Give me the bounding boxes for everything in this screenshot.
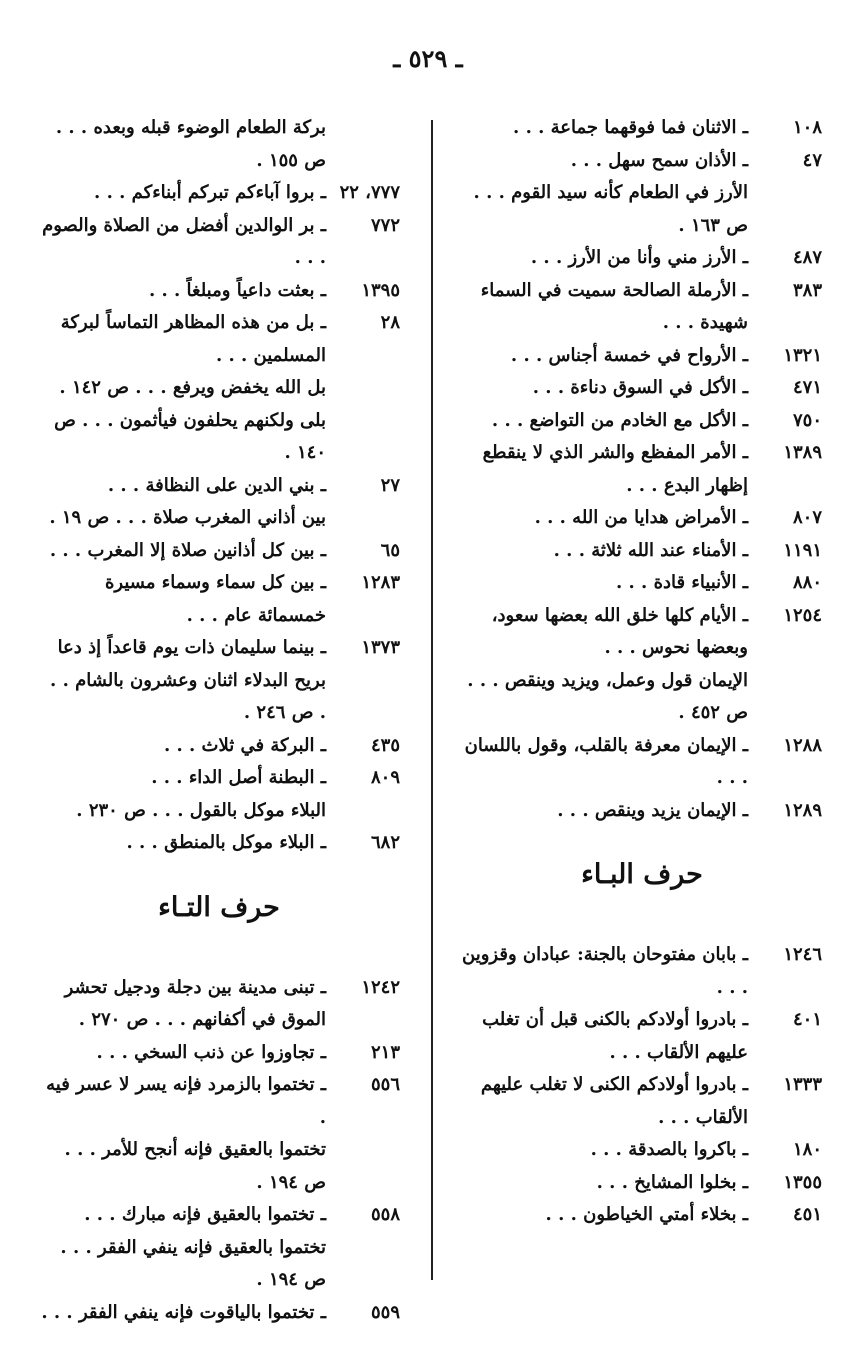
- page-number: ـ ٥٢٩ ـ: [393, 44, 463, 73]
- index-entry: [38, 372, 400, 405]
- index-entry: [462, 1199, 822, 1232]
- index-entry: [38, 567, 400, 632]
- entry-text: ـ بخلاء أمتي الخياطون . . .: [545, 1204, 748, 1225]
- entry-text: ـ بخلوا المشايخ . . .: [596, 1171, 748, 1193]
- entry-number: ٦٥: [380, 539, 400, 561]
- entry-text: ـ بين كل أذانين صلاة إلا المغرب . . .: [49, 539, 326, 561]
- index-entry: [38, 210, 400, 275]
- index-entry: [462, 535, 822, 568]
- index-entry: [462, 1167, 822, 1200]
- entry-text: ـ بادروا أولادكم بالكنى قبل أن تغلب عليهم الألقاب . . .: [482, 1009, 748, 1063]
- entry-text: ـ الإيمان يزيد وينقص . . .: [557, 799, 748, 821]
- index-entry: [38, 1232, 400, 1297]
- index-entry: [38, 177, 400, 210]
- entry-number: ١٣٣٣: [783, 1074, 822, 1095]
- entry-text: ـ الأكل في السوق دناءة . . .: [532, 377, 748, 398]
- index-entry: [462, 112, 822, 145]
- entry-number: ١٣٩٥: [361, 279, 400, 301]
- entry-text: ـ الاثنان فما فوقهما جماعة . . .: [513, 117, 748, 138]
- index-entry: [462, 795, 822, 828]
- entry-text: ـ بادروا أولادكم الكنى لا تغلب عليهم الألقاب . . .: [480, 1074, 748, 1128]
- entry-text: ـ البطنة أصل الداء . . .: [151, 767, 326, 788]
- entry-number: ٢٨: [380, 312, 400, 333]
- entry-text: ـ الأكل مع الخادم من التواضع . . .: [491, 409, 748, 431]
- entry-number: ٧٧٢: [370, 214, 400, 236]
- entry-text: تختموا بالعقيق فإنه أنجح للأمر . . . ص ١٩٤ .: [64, 1139, 326, 1193]
- index-entry: [38, 307, 400, 372]
- index-entry: [38, 470, 400, 503]
- entry-text: ـ الإيمان معرفة بالقلب، وقول باللسان . . .: [464, 734, 748, 788]
- entry-number: ١١٩١: [783, 539, 822, 561]
- entry-text: ـ تختموا بالياقوت فإنه ينفي الفقر . . .: [41, 1301, 326, 1323]
- index-entry: [38, 632, 400, 730]
- index-entry: [462, 275, 822, 340]
- entry-text: ـ الأرملة الصالحة سميت في السماء شهيدة . . .: [480, 279, 748, 333]
- index-entry: [462, 437, 822, 502]
- entry-number: ٦٨٢: [370, 832, 400, 853]
- section-heading-ta: حرف التـاء: [158, 891, 280, 923]
- entry-text: ـ الأرواح في خمسة أجناس . . .: [510, 344, 748, 366]
- entry-text: ـ بابان مفتوحان بالجنة: عبادان وقزوين . . .: [462, 944, 748, 998]
- index-entry: [462, 939, 822, 1004]
- index-entry: [462, 405, 822, 438]
- index-entry: [38, 762, 400, 795]
- entry-text: بل الله يخفض ويرفع . . . ص ١٤٢ .: [59, 377, 326, 398]
- entry-number: ٤٠١: [792, 1009, 822, 1030]
- right-entries-bottom: [462, 939, 822, 1232]
- entry-text: ـ بروا آباءكم تبركم أبناءكم . . .: [94, 182, 326, 203]
- left-entries-bottom: [38, 972, 400, 1330]
- left-entries-top: [38, 112, 400, 860]
- entry-number: ١٠٨: [792, 117, 822, 138]
- entry-text: ـ تختموا بالعقيق فإنه مبارك . . .: [84, 1204, 326, 1225]
- index-entry: [462, 145, 822, 178]
- entry-text: البلاء موكل بالقول . . . ص ٢٣٠ .: [76, 799, 326, 821]
- entry-number: ٤٥١: [792, 1204, 822, 1225]
- index-entry: [38, 1134, 400, 1199]
- entry-text: ـ باكروا بالصدقة . . .: [590, 1139, 748, 1160]
- entry-text: ـ الأرز مني وأنا من الأرز . . .: [530, 247, 748, 268]
- entry-number: ١٣٨٩: [783, 442, 822, 463]
- entry-number: ١٣٢١: [783, 344, 822, 366]
- index-entry: [462, 177, 822, 242]
- index-entry: [462, 730, 822, 795]
- index-entry: [38, 730, 400, 763]
- index-entry: [462, 1069, 822, 1134]
- index-entry: [462, 1134, 822, 1167]
- index-entry: [38, 535, 400, 568]
- right-column: [462, 112, 822, 1232]
- index-entry: [38, 112, 400, 177]
- index-entry: [38, 1297, 400, 1330]
- entry-text: الأرز في الطعام كأنه سيد القوم . . . ص ١٦٣ .: [473, 182, 748, 236]
- entry-text: الإيمان قول وعمل، ويزيد وينقص . . . ص ٤٥٢ .: [467, 669, 748, 723]
- entry-text: بلى ولكنهم يحلفون فيأثمون . . . ص ١٤٠ .: [54, 409, 326, 463]
- index-entry: [462, 372, 822, 405]
- index-entry: [462, 502, 822, 535]
- section-heading-ba: حرف البـاء: [581, 859, 703, 890]
- index-entry: [38, 502, 400, 535]
- index-entry: [462, 600, 822, 665]
- entry-number: ١٢٤٢: [361, 976, 400, 998]
- entry-text: ـ البلاء موكل بالمنطق . . .: [126, 832, 326, 853]
- right-entries-top: [462, 112, 822, 827]
- entry-text: ـ البركة في ثلاث . . .: [163, 734, 326, 756]
- entry-text: ـ تختموا بالزمرد فإنه يسر لا عسر فيه .: [46, 1074, 326, 1128]
- entry-text: تختموا بالعقيق فإنه ينفي الفقر . . . ص ١٩٤ .: [60, 1236, 326, 1290]
- entry-number: ٥٥٨: [370, 1204, 400, 1225]
- index-entry: [38, 1199, 400, 1232]
- entry-text: ـ الأمناء عند الله ثلاثة . . .: [553, 539, 748, 561]
- entry-text: ـ الأمراض هدايا من الله . . .: [534, 507, 748, 528]
- index-entry: [38, 827, 400, 860]
- entry-number: ٨٨٠: [792, 572, 822, 593]
- entry-number: ٤٧: [802, 149, 822, 171]
- entry-text: ـ بل من هذه المظاهر التماساً لبركة المسلمين . . .: [60, 312, 326, 366]
- entry-number: ٤٧١: [792, 377, 822, 398]
- column-divider: [431, 120, 433, 1280]
- entry-number: ٥٥٩: [370, 1301, 400, 1323]
- index-entry: [38, 1037, 400, 1070]
- entry-number: ١٨٠: [792, 1139, 822, 1160]
- entry-text: ـ تجاوزوا عن ذنب السخي . . .: [96, 1041, 326, 1063]
- entry-text: بركة الطعام الوضوء قبله وبعده . . . ص ١٥٥ .: [55, 117, 326, 171]
- entry-number: ١٢٨٣: [361, 572, 400, 593]
- entry-text: ـ بعثت داعياً ومبلغاً . . .: [148, 279, 326, 301]
- left-column: [38, 112, 400, 1329]
- entry-number: ٨٠٧: [792, 507, 822, 528]
- entry-number: ١٢٨٨: [783, 734, 822, 756]
- index-entry: [462, 242, 822, 275]
- index-entry: [462, 1004, 822, 1069]
- entry-number: ١٢٤٦: [783, 944, 822, 965]
- entry-number: ١٢٨٩: [783, 799, 822, 821]
- entry-number: ٧٥٠: [792, 409, 822, 431]
- entry-number: ٤٣٥: [370, 734, 400, 756]
- entry-text: ـ بني الدين على النظافة . . .: [107, 474, 326, 496]
- entry-text: ـ الأنبياء قادة . . .: [615, 572, 748, 593]
- entry-number: ١٣٥٥: [783, 1171, 822, 1193]
- entry-number: ٧٧٧، ٢٢: [339, 182, 400, 203]
- entry-number: ٥٥٦: [370, 1074, 400, 1095]
- entry-number: ١٢٥٤: [783, 604, 822, 626]
- entry-text: ـ الأيام كلها خلق الله بعضها سعود، وبعضها نحوس . . .: [491, 604, 748, 658]
- entry-number: ٤٨٧: [792, 247, 822, 268]
- entry-text: ـ الأمر المفظع والشر الذي لا ينقطع إظهار البدع . . .: [482, 442, 748, 496]
- entry-text: ـ الأذان سمح سهل . . .: [570, 149, 748, 171]
- entry-number: ١٣٧٣: [361, 637, 400, 658]
- index-entry: [38, 972, 400, 1037]
- index-entry: [38, 275, 400, 308]
- entry-text: ـ تبنى مدينة بين دجلة ودجيل تحشر الموق في أكفانهم . . . ص ٢٧٠ .: [64, 976, 326, 1030]
- index-entry: [462, 340, 822, 373]
- index-entry: [38, 1069, 400, 1134]
- index-entry: [462, 665, 822, 730]
- entry-text: ـ بينما سليمان ذات يوم قاعداً إذ دعا بريح البدلاء اثنان وعشرون بالشام . . . ص ٢٤٦ .: [50, 637, 326, 723]
- entry-text: بين أذاني المغرب صلاة . . . ص ١٩ .: [49, 507, 326, 528]
- entry-number: ٢٧: [380, 474, 400, 496]
- entry-number: ٨٠٩: [370, 767, 400, 788]
- entry-text: ـ بين كل سماء وسماء مسيرة خمسمائة عام . . .: [104, 572, 326, 626]
- index-entry: [38, 795, 400, 828]
- entry-number: ٢١٣: [370, 1041, 400, 1063]
- entry-text: ـ بر الوالدين أفضل من الصلاة والصوم . . .: [42, 214, 326, 268]
- entry-number: ٣٨٣: [792, 279, 822, 301]
- index-entry: [462, 567, 822, 600]
- index-entry: [38, 405, 400, 470]
